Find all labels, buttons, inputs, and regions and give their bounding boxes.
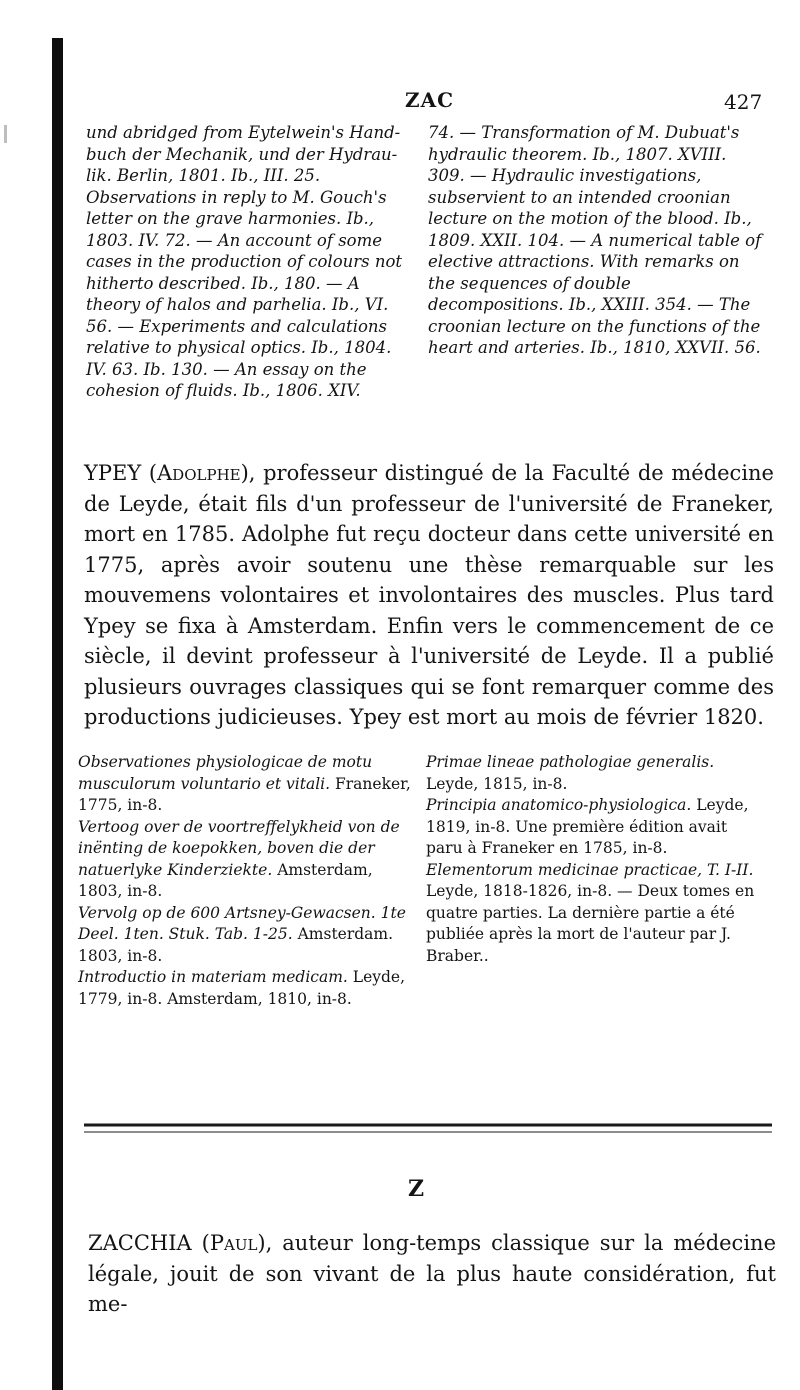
entry-ypey-body: , professeur distingué de la Faculté de médecine de Leyde, était fils d'un professeur de l'université de Franeker, mort en 1785. Adolphe fut reçu docteur dans cette université en 1775, après avoir soutenu une thèse remarquable sur les mouvemens volontaires et involontaires des muscles. Plus tard Ypey se fixa à Amsterdam. Enfin vers le commencement de ce siècle, il devint professeur à l'université de Leyde. Il a publié plusieurs ouvrages classiques qui se font remarquer comme des productions judicieuses. Ypey est mort au mois de février 1820. [84, 461, 774, 729]
running-head: ZAC [405, 88, 455, 112]
work-item [78, 967, 420, 1010]
work-imprint: Leyde, 1819, in-8. Une première édition avait paru à Franeker en 1785, in-8. [426, 796, 749, 857]
work-title: Introductio in materiam medicam. [78, 968, 348, 986]
work-imprint: Amsterdam. 1803, in-8. [78, 925, 394, 965]
work-item [426, 860, 768, 968]
binding-edge-shadow [52, 38, 63, 1390]
entry-zacchia-name: ZACCHIA [88, 1231, 192, 1255]
work-title: Primae lineae pathologiae generalis. [426, 753, 715, 771]
entry-ypey [84, 458, 774, 733]
work-item [78, 752, 420, 817]
work-item [426, 752, 768, 795]
continued-bibliography-left: und abridged from Eytelwein's Hand-buch der Mechanik, und der Hydrau-lik. Berlin, 1801. Ib., III. 25. Observations in reply to M. Gouch's letter on the grave harmonies. Ib., 1803. IV. 72. — An account of some cases in the production of colours not hitherto described. Ib., 180. — A theory of halos and parhelia. Ib., VI. 56. — Experiments and calculations relative to physical optics. Ib., 1804. IV. 63. Ib. 130. — An essay on the cohesion of fluids. Ib., 1806. XIV. [86, 123, 403, 400]
entry-ypey-given-name: (Adolphe) [148, 461, 249, 485]
work-imprint: Leyde, 1818-1826, in-8. — Deux tomes en quatre parties. La dernière partie a été publiée après la mort de l'auteur par J. Braber.. [426, 882, 755, 965]
page-number: 427 [724, 90, 763, 114]
work-imprint: Leyde, 1779, in-8. Amsterdam, 1810, in-8. [78, 968, 406, 1008]
work-title: Vertoog over de voortreffelykheid von de inënting de koepokken, boven die der natuerlyke Kinderziekte. [78, 817, 400, 879]
continued-bibliography-right: 74. — Transformation of M. Dubuat's hydraulic theorem. Ib., 1807. XVIII. 309. — Hydraulic investigations, subservient to an intended croonian lecture on the motion of the blood. Ib., 1809. XXII. 104. — A numerical table of elective attractions. With remarks on the sequences of double decompositions. Ib., XXIII. 354. — The croonian lecture on the functions of the heart and arteries. Ib., 1810, XXVII. 56. [428, 123, 762, 357]
work-title: Elementorum medicinae practicae, T. I-II. [426, 860, 754, 879]
entry-zacchia-body: , auteur long-temps classique sur la médecine légale, jouit de son vivant de la plus haute considération, fut me- [88, 1231, 776, 1316]
work-imprint: Franeker, 1775, in-8. [78, 774, 411, 814]
work-imprint: Leyde, 1815, in-8. [426, 774, 568, 793]
work-title: Vervolg op de 600 Artsney-Gewacsen. 1te Deel. 1ten. Stuk. Tab. 1-25. [78, 903, 406, 943]
entry-ypey-name: YPEY [84, 461, 142, 485]
work-title: Principia anatomico-physiologica. [426, 796, 692, 814]
ypey-works-right-column [426, 752, 768, 967]
entry-zacchia [88, 1228, 776, 1320]
scan-mark [4, 125, 7, 143]
section-letter: Z [408, 1176, 425, 1202]
entry-zacchia-given-name: (Paul) [201, 1231, 266, 1255]
ypey-works-left-column [78, 752, 420, 1010]
work-item [78, 817, 420, 903]
work-title: Observationes physiologicae de motu musculorum voluntario et vitali. [78, 753, 373, 793]
work-item [426, 795, 768, 860]
work-item [78, 903, 420, 968]
work-imprint: Amsterdam, 1803, in-8. [78, 860, 373, 900]
section-divider-rule [84, 1121, 772, 1139]
